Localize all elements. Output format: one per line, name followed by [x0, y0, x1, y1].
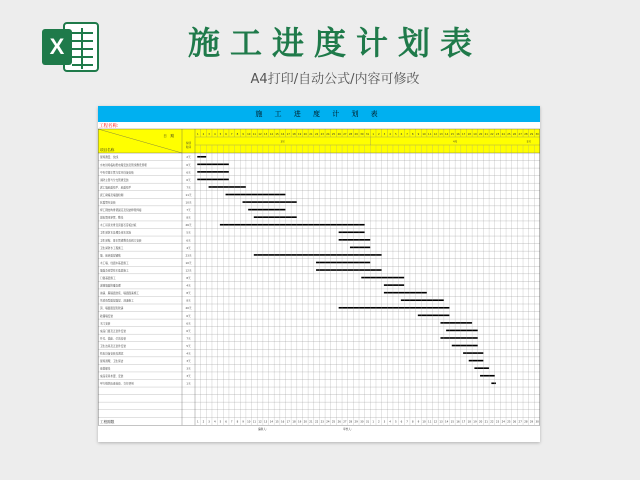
footer-day-number: 2: [202, 420, 205, 424]
footer-day-number: 3: [208, 420, 210, 424]
footer-day-number: 26: [337, 420, 341, 424]
duration-header-line2: 时间: [185, 146, 192, 149]
task-name: 泥工墙地面找平、地面找平: [100, 186, 132, 190]
gantt-bar: [463, 352, 483, 354]
task-duration: 7天: [186, 337, 191, 341]
day-number: 19: [473, 133, 477, 136]
task-duration: 23天: [185, 254, 192, 258]
task-duration: 6天: [186, 322, 191, 326]
footer-day-number: 1: [196, 420, 199, 424]
task-duration: 2天: [186, 156, 191, 160]
task-duration: 5天: [186, 231, 191, 235]
task-duration: 1天: [186, 382, 191, 386]
task-duration: 3天: [186, 367, 191, 371]
footer-day-number: 14: [445, 420, 449, 424]
day-number: 16: [456, 133, 460, 136]
task-duration: 5天: [186, 344, 191, 348]
task-name: 现场测量、放线: [100, 156, 119, 160]
task-name: 顶、墙面面层乳胶漆: [100, 307, 124, 311]
task-duration: 6天: [186, 178, 191, 182]
task-name: 弱电管线穿管、敷设: [100, 216, 124, 220]
month-label: 4月: [453, 140, 458, 144]
day-number: 8: [236, 133, 239, 136]
task-duration: 4天: [186, 352, 191, 356]
footer-day-number: 12: [258, 420, 262, 424]
day-number: 31: [365, 133, 370, 136]
day-number: 27: [518, 133, 522, 136]
day-number: 20: [303, 133, 307, 136]
gantt-bar: [197, 179, 229, 181]
footer-day-number: 9: [242, 420, 244, 424]
day-number: 21: [309, 133, 313, 136]
day-number: 3: [208, 133, 210, 136]
gantt-bar: [254, 216, 297, 218]
day-number: 28: [348, 133, 353, 136]
footer-day-number: 19: [297, 420, 302, 424]
footer-day-number: 17: [461, 420, 466, 424]
day-number: 24: [326, 133, 330, 136]
footer-day-number: 4: [213, 420, 216, 424]
task-name: 开关、插座、灯具安装: [100, 337, 126, 341]
day-number: 13: [264, 133, 268, 136]
task-duration: 20天: [185, 307, 192, 311]
day-number: 26: [337, 133, 341, 136]
footer-day-number: 6: [400, 420, 403, 424]
gantt-bar: [339, 231, 365, 233]
day-number: 24: [501, 133, 505, 136]
task-name: 吊顶造型面层面层、油漆施工: [100, 299, 134, 303]
task-duration: 10天: [185, 261, 192, 265]
day-number: 11: [252, 133, 257, 136]
footer-day-number: 20: [478, 420, 483, 424]
day-number: 14: [445, 133, 449, 136]
footer-day-number: 30: [360, 420, 364, 424]
task-duration: 11天: [185, 193, 192, 197]
task-duration: 8天: [186, 216, 191, 220]
gantt-bar: [316, 269, 382, 271]
gantt-bar: [254, 254, 382, 256]
footer-day-number: 9: [417, 420, 420, 424]
day-number: 8: [411, 133, 414, 136]
day-number: 4: [213, 133, 216, 136]
footer-day-number: 8: [236, 420, 239, 424]
task-duration: 8天: [186, 292, 191, 296]
logo-letter: X: [49, 34, 65, 59]
day-number: 30: [535, 133, 539, 136]
day-number: 5: [394, 133, 397, 136]
gantt-bar: [418, 315, 450, 317]
footer-day-number: 14: [269, 420, 274, 424]
task-duration: 7天: [186, 209, 191, 213]
gantt-bar: [361, 277, 404, 279]
sheet-title: 施 工 进 度 计 划 表: [98, 106, 540, 122]
task-duration: 26天: [185, 224, 192, 228]
footer-day-number: 25: [507, 420, 511, 424]
task-duration: 7天: [186, 186, 191, 190]
gantt-bar: [446, 330, 478, 332]
gantt-bar: [197, 156, 206, 158]
day-number: 7: [230, 133, 233, 136]
day-number: 21: [484, 133, 488, 136]
day-number: 23: [495, 133, 500, 136]
day-number: 7: [406, 133, 408, 136]
footer-day-number: 25: [331, 420, 336, 424]
day-number: 10: [247, 133, 251, 136]
task-name: 卫生间贴、排水管道敷设及阀门安装: [100, 239, 142, 243]
gantt-bar: [384, 292, 427, 294]
footer-day-number: 12: [433, 420, 438, 424]
footer-day-number: 2: [377, 420, 380, 424]
month-label: 3月: [280, 140, 285, 144]
footer-day-number: 18: [467, 420, 471, 424]
day-number: 14: [269, 133, 274, 136]
task-name: 涂刷墙面防霉处理: [100, 284, 121, 288]
footer-day-number: 24: [501, 420, 505, 424]
task-name: 成品家具布置、安装: [100, 375, 124, 379]
footer-day-number: 17: [286, 420, 290, 424]
task-duration: 3天: [186, 375, 191, 379]
gantt-bar: [469, 360, 484, 362]
footer-day-number: 20: [303, 420, 307, 424]
day-number: 1: [196, 133, 199, 136]
gantt-bar: [350, 247, 370, 249]
footer-day-number: 19: [473, 420, 477, 424]
task-name: 卫生间防水工程施工: [100, 246, 124, 250]
task-name: 卫生洁具及五金件安装: [100, 344, 126, 348]
day-number: 3: [383, 133, 386, 136]
page-title: 施工进度计划表: [187, 24, 482, 62]
task-duration: 6天: [186, 314, 191, 318]
task-name: 现场清理、卫生保洁: [100, 360, 124, 364]
gantt-bar: [452, 345, 478, 347]
day-number: 17: [286, 133, 290, 136]
task-name: 消防主管与分支管道安装: [100, 178, 129, 182]
footer-day-number: 30: [535, 420, 539, 424]
corner-date-label: 日 期: [163, 134, 174, 138]
task-name: 硅藻墙安装: [100, 314, 113, 318]
task-name: 泥工砌墙及墙面粉刷: [100, 193, 124, 197]
task-name: 地毯铺设: [100, 367, 111, 371]
signer-label: 编制人:: [258, 427, 267, 431]
task-name: 门窗基层施工: [100, 277, 116, 280]
task-name: 焊工钢结构骨架固定及包装修架焊接: [100, 209, 142, 213]
footer-day-number: 16: [281, 420, 285, 424]
footer-day-number: 24: [326, 420, 330, 424]
gantt-bar: [491, 382, 496, 384]
day-number: 6: [225, 133, 227, 136]
task-duration: 8天: [186, 299, 191, 303]
schedule-sheet: [98, 106, 540, 442]
gantt-bar: [197, 171, 229, 173]
project-name-label[interactable]: 工程名称:: [99, 124, 119, 129]
duration-header-line1: 持续: [185, 142, 192, 145]
day-number: 15: [275, 133, 279, 136]
task-name: 墙面及造型柱木基层施工: [100, 269, 129, 273]
footer-label: 工程期限: [100, 419, 115, 424]
gantt-bar: [339, 307, 450, 309]
day-number: 29: [354, 133, 358, 136]
footer-day-number: 1: [372, 420, 374, 424]
task-name: 木门安装: [100, 322, 111, 326]
day-number: 25: [507, 133, 511, 136]
task-duration: 6天: [186, 239, 191, 243]
footer-day-number: 8: [411, 420, 414, 424]
task-name: 成品门窗及五金件安装: [100, 329, 126, 333]
task-name: 机电设备安装及调试: [100, 352, 124, 356]
gantt-bar: [440, 322, 472, 324]
gantt-bar: [384, 284, 404, 286]
footer-day-number: 23: [495, 420, 500, 424]
footer-day-number: 21: [484, 420, 488, 424]
gantt-bar: [339, 239, 371, 241]
footer-day-number: 10: [422, 420, 426, 424]
footer-day-number: 6: [225, 420, 227, 424]
footer-day-number: 13: [264, 420, 268, 424]
footer-day-number: 11: [252, 420, 257, 424]
day-number: 19: [297, 133, 302, 136]
gantt-bar: [197, 164, 229, 166]
gantt-grid: [98, 106, 540, 442]
day-number: 10: [422, 133, 426, 136]
task-name: 油漆、腻墙面封底、墙面面漆施工: [100, 292, 139, 296]
day-number: 28: [524, 133, 528, 136]
day-number: 2: [377, 133, 380, 136]
task-name: 中央空调主管与室内设备安装: [100, 171, 134, 175]
excel-logo-icon: [40, 20, 102, 74]
day-number: 25: [331, 133, 336, 136]
task-name: 木工吊顶龙骨及顶面石膏板封板: [100, 224, 137, 228]
footer-day-number: 3: [383, 420, 386, 424]
task-name: 墙、地砖面层铺贴: [100, 254, 121, 258]
day-number: 18: [292, 133, 296, 136]
day-number: 30: [360, 133, 364, 136]
task-name: 甲方组织检查验收、交付使用: [100, 382, 134, 386]
footer-day-number: 5: [394, 420, 397, 424]
day-number: 26: [512, 133, 517, 136]
day-number: 20: [478, 133, 483, 136]
footer-day-number: 28: [348, 420, 353, 424]
task-duration: 6天: [186, 163, 191, 167]
day-number: 22: [490, 133, 494, 136]
day-number: 9: [242, 133, 244, 136]
gantt-bar: [474, 367, 489, 369]
footer-day-number: 13: [439, 420, 443, 424]
footer-day-number: 22: [314, 420, 319, 424]
footer-day-number: 7: [230, 420, 233, 424]
footer-day-number: 28: [524, 420, 528, 424]
corner-item-label: 项目名称: [100, 148, 115, 152]
gantt-bar: [401, 299, 444, 301]
day-number: 23: [320, 133, 324, 136]
day-number: 18: [467, 133, 471, 136]
gantt-bar: [220, 224, 365, 226]
footer-day-number: 15: [450, 420, 454, 424]
day-number: 12: [433, 133, 438, 136]
task-name: 抗震管托安装: [100, 201, 116, 205]
task-duration: 6天: [186, 171, 191, 175]
day-number: 12: [258, 133, 262, 136]
signer-label: 审核人:: [343, 427, 352, 431]
footer-day-number: 27: [518, 420, 522, 424]
day-number: 1: [372, 133, 374, 136]
gantt-bar: [316, 262, 370, 264]
day-number: 17: [461, 133, 466, 136]
day-number: 9: [417, 133, 420, 136]
task-duration: 8天: [186, 277, 191, 280]
footer-day-number: 10: [247, 420, 251, 424]
task-name: 木工墙、柱面木基层施工: [100, 261, 129, 265]
task-duration: 12天: [185, 269, 192, 273]
day-number: 4: [389, 133, 391, 136]
task-duration: 4天: [186, 284, 191, 288]
day-number: 6: [400, 133, 403, 136]
footer-day-number: 18: [292, 420, 296, 424]
task-duration: 4天: [186, 246, 191, 250]
month-label: 5月: [526, 140, 531, 144]
footer-day-number: 29: [529, 420, 534, 424]
footer-day-number: 23: [320, 420, 324, 424]
day-number: 15: [450, 133, 454, 136]
task-name: 卫生间防水处理及闭水试验: [100, 231, 132, 235]
day-number: 2: [202, 133, 205, 136]
footer-day-number: 26: [512, 420, 517, 424]
footer-day-number: 16: [456, 420, 460, 424]
day-number: 29: [529, 133, 534, 136]
footer-day-number: 4: [389, 420, 391, 424]
footer-day-number: 5: [219, 420, 222, 424]
gantt-bar: [243, 201, 297, 203]
footer-day-number: 7: [406, 420, 408, 424]
day-number: 5: [219, 133, 222, 136]
footer-day-number: 15: [275, 420, 279, 424]
day-number: 11: [428, 133, 432, 136]
page-subtitle: A4打印/自动公式/内容可修改: [250, 72, 420, 87]
footer-day-number: 11: [428, 420, 432, 424]
footer-day-number: 27: [343, 420, 347, 424]
task-duration: 6天: [186, 329, 191, 333]
footer-day-number: 21: [309, 420, 313, 424]
day-number: 22: [314, 133, 319, 136]
day-number: 13: [439, 133, 443, 136]
footer-day-number: 31: [365, 420, 370, 424]
gantt-bar: [480, 375, 495, 377]
day-number: 16: [281, 133, 285, 136]
task-name: 水电进场临时配电箱安装及管线敷设预埋: [100, 163, 147, 167]
task-duration: 3天: [186, 360, 191, 364]
task-duration: 10天: [185, 201, 192, 205]
footer-day-number: 22: [490, 420, 494, 424]
day-number: 27: [343, 133, 347, 136]
footer-day-number: 29: [354, 420, 358, 424]
